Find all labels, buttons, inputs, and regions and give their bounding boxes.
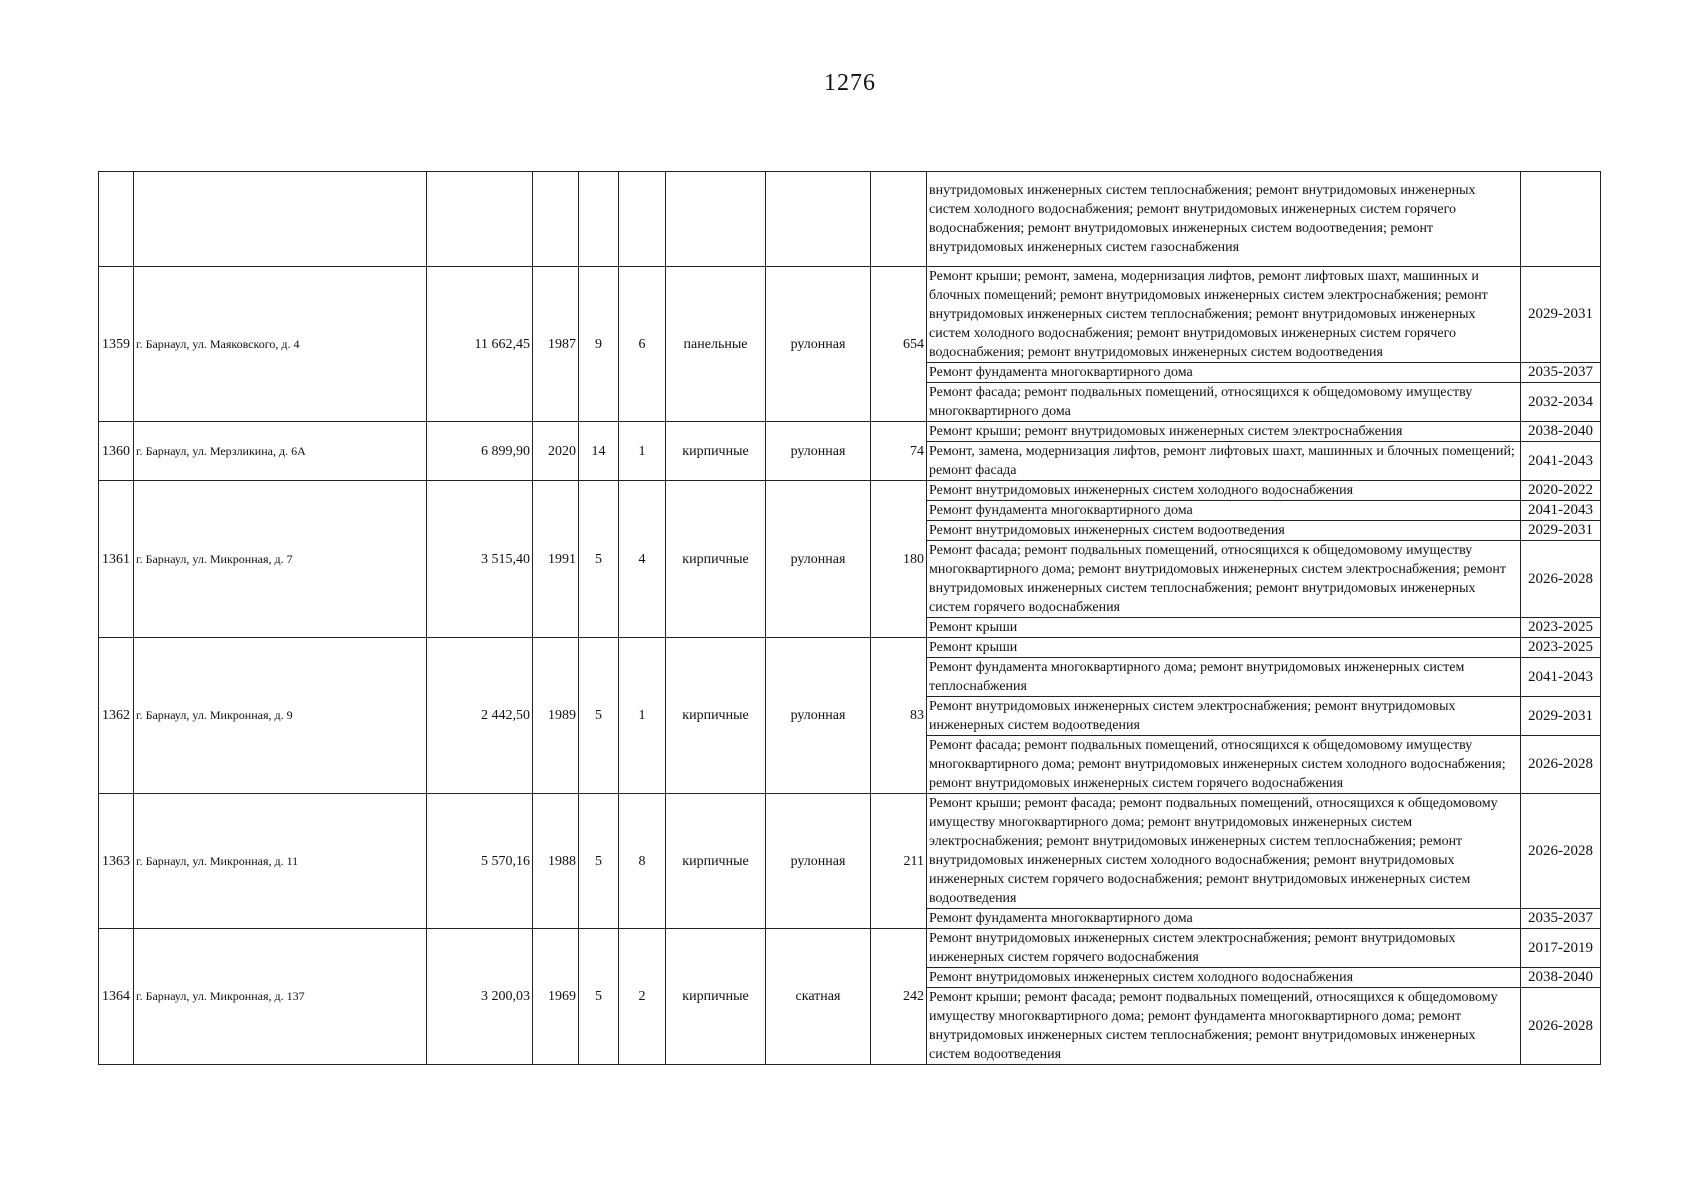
cell-num: 1362 [99, 638, 134, 794]
cell-period: 2041-2043 [1521, 658, 1601, 697]
cell-roof-type: рулонная [766, 794, 871, 929]
cell-address: г. Барнаул, ул. Микронная, д. 7 [134, 481, 427, 638]
cell-work-description: Ремонт внутридомовых инженерных систем водоотведения [927, 521, 1521, 541]
cell-floors [579, 172, 619, 267]
cell-period: 2020-2022 [1521, 481, 1601, 501]
cell-period: 2038-2040 [1521, 968, 1601, 988]
cell-address: г. Барнаул, ул. Маяковского, д. 4 [134, 267, 427, 422]
cell-wall-material: кирпичные [666, 929, 766, 1065]
cell-work-description: Ремонт крыши [927, 638, 1521, 658]
cell-period: 2026-2028 [1521, 736, 1601, 794]
cell-floors: 5 [579, 794, 619, 929]
table-row [99, 794, 1601, 909]
cell-work-description: Ремонт внутридомовых инженерных систем холодного водоснабжения [927, 481, 1521, 501]
cell-entrances: 4 [619, 481, 666, 638]
cell-floors: 5 [579, 481, 619, 638]
cell-roof-type: рулонная [766, 638, 871, 794]
cell-area: 5 570,16 [427, 794, 533, 929]
cell-period: 2026-2028 [1521, 988, 1601, 1065]
cell-period: 2029-2031 [1521, 697, 1601, 736]
cell-num: 1364 [99, 929, 134, 1065]
cell-year: 1991 [533, 481, 579, 638]
cell-residents: 211 [871, 794, 927, 929]
cell-entrances: 8 [619, 794, 666, 929]
cell-period: 2017-2019 [1521, 929, 1601, 968]
cell-work-description: Ремонт фасада; ремонт подвальных помещений, относящихся к общедомовому имуществу многоквартирного дома [927, 383, 1521, 422]
cell-work-description: Ремонт крыши; ремонт фасада; ремонт подвальных помещений, относящихся к общедомовому имуществу многоквартирного дома; ремонт фундамента многоквартирного дома; ремонт внутридомовых инженерных систем теплоснабжения; ремонт внутридомовых инженерных систем водоотведения [927, 988, 1521, 1065]
table-row [99, 267, 1601, 363]
cell-wall-material: кирпичные [666, 638, 766, 794]
cell-period: 2032-2034 [1521, 383, 1601, 422]
cell-residents: 74 [871, 422, 927, 481]
cell-work-description: Ремонт, замена, модернизация лифтов, ремонт лифтовых шахт, машинных и блочных помещений; ремонт фасада [927, 442, 1521, 481]
cell-area: 2 442,50 [427, 638, 533, 794]
table-row-continuation [99, 172, 1601, 267]
cell-area [427, 172, 533, 267]
cell-wall-material: кирпичные [666, 422, 766, 481]
cell-period: 2023-2025 [1521, 618, 1601, 638]
cell-year: 1987 [533, 267, 579, 422]
cell-entrances: 1 [619, 638, 666, 794]
table-row [99, 422, 1601, 442]
cell-work-description: внутридомовых инженерных систем теплоснабжения; ремонт внутридомовых инженерных систем холодного водоснабжения; ремонт внутридомовых инженерных систем горячего водоснабжения; ремонт внутридомовых инженерных систем водоотведения; ремонт внутридомовых инженерных систем газоснабжения [927, 172, 1521, 267]
cell-period: 2026-2028 [1521, 794, 1601, 909]
cell-year: 1989 [533, 638, 579, 794]
cell-work-description: Ремонт внутридомовых инженерных систем электроснабжения; ремонт внутридомовых инженерных систем горячего водоснабжения [927, 929, 1521, 968]
table-row [99, 638, 1601, 658]
page-number: 1276 [824, 70, 876, 96]
cell-work-description: Ремонт крыши [927, 618, 1521, 638]
cell-num: 1360 [99, 422, 134, 481]
cell-num: 1359 [99, 267, 134, 422]
cell-floors: 5 [579, 929, 619, 1065]
cell-year: 1988 [533, 794, 579, 929]
cell-entrances: 6 [619, 267, 666, 422]
cell-address: г. Барнаул, ул. Микронная, д. 11 [134, 794, 427, 929]
cell-work-description: Ремонт фасада; ремонт подвальных помещений, относящихся к общедомовому имуществу многоквартирного дома; ремонт внутридомовых инженерных систем электроснабжения; ремонт внутридомовых инженерных систем теплоснабжения; ремонт внутридомовых инженерных систем горячего водоснабжения [927, 541, 1521, 618]
cell-period: 2041-2043 [1521, 501, 1601, 521]
cell-residents: 83 [871, 638, 927, 794]
table-row [99, 481, 1601, 501]
cell-year: 1969 [533, 929, 579, 1065]
table-row [99, 929, 1601, 968]
cell-period: 2041-2043 [1521, 442, 1601, 481]
cell-floors: 5 [579, 638, 619, 794]
cell-work-description: Ремонт крыши; ремонт, замена, модернизация лифтов, ремонт лифтовых шахт, машинных и блочных помещений; ремонт внутридомовых инженерных систем электроснабжения; ремонт внутридомовых инженерных систем теплоснабжения; ремонт внутридомовых инженерных систем холодного водоснабжения; ремонт внутридомовых инженерных систем горячего водоснабжения; ремонт внутридомовых инженерных систем водоотведения [927, 267, 1521, 363]
cell-area: 11 662,45 [427, 267, 533, 422]
cell-num [99, 172, 134, 267]
cell-residents: 654 [871, 267, 927, 422]
cell-year [533, 172, 579, 267]
cell-period: 2026-2028 [1521, 541, 1601, 618]
cell-residents: 180 [871, 481, 927, 638]
cell-period: 2023-2025 [1521, 638, 1601, 658]
cell-work-description: Ремонт внутридомовых инженерных систем холодного водоснабжения [927, 968, 1521, 988]
cell-address: г. Барнаул, ул. Микронная, д. 137 [134, 929, 427, 1065]
cell-roof-type: рулонная [766, 422, 871, 481]
cell-period [1521, 172, 1601, 267]
cell-area: 3 515,40 [427, 481, 533, 638]
cell-period: 2029-2031 [1521, 521, 1601, 541]
table-body [99, 172, 1601, 1065]
cell-roof-type: рулонная [766, 267, 871, 422]
cell-residents: 242 [871, 929, 927, 1065]
cell-num: 1361 [99, 481, 134, 638]
cell-year: 2020 [533, 422, 579, 481]
cell-work-description: Ремонт крыши; ремонт фасада; ремонт подвальных помещений, относящихся к общедомовому имуществу многоквартирного дома; ремонт внутридомовых инженерных систем электроснабжения; ремонт внутридомовых инженерных систем теплоснабжения; ремонт внутридомовых инженерных систем холодного водоснабжения; ремонт внутридомовых инженерных систем горячего водоснабжения; ремонт внутридомовых инженерных систем водоотведения [927, 794, 1521, 909]
cell-wall-material: панельные [666, 267, 766, 422]
cell-area: 3 200,03 [427, 929, 533, 1065]
cell-work-description: Ремонт фундамента многоквартирного дома [927, 501, 1521, 521]
cell-residents [871, 172, 927, 267]
cell-roof-type: скатная [766, 929, 871, 1065]
cell-work-description: Ремонт фасада; ремонт подвальных помещений, относящихся к общедомовому имуществу многоквартирного дома; ремонт внутридомовых инженерных систем холодного водоснабжения; ремонт внутридомовых инженерных систем горячего водоснабжения [927, 736, 1521, 794]
cell-period: 2035-2037 [1521, 909, 1601, 929]
cell-roof-type: рулонная [766, 481, 871, 638]
cell-period: 2029-2031 [1521, 267, 1601, 363]
cell-wall-material: кирпичные [666, 481, 766, 638]
cell-area: 6 899,90 [427, 422, 533, 481]
cell-address: г. Барнаул, ул. Мерзликина, д. 6А [134, 422, 427, 481]
cell-period: 2035-2037 [1521, 363, 1601, 383]
cell-address: г. Барнаул, ул. Микронная, д. 9 [134, 638, 427, 794]
cell-period: 2038-2040 [1521, 422, 1601, 442]
cell-work-description: Ремонт фундамента многоквартирного дома; ремонт внутридомовых инженерных систем теплоснабжения [927, 658, 1521, 697]
cell-roof-type [766, 172, 871, 267]
cell-floors: 9 [579, 267, 619, 422]
cell-address [134, 172, 427, 267]
cell-wall-material: кирпичные [666, 794, 766, 929]
cell-num: 1363 [99, 794, 134, 929]
cell-wall-material [666, 172, 766, 267]
cell-work-description: Ремонт внутридомовых инженерных систем электроснабжения; ремонт внутридомовых инженерных систем водоотведения [927, 697, 1521, 736]
capital-repair-table [98, 171, 1601, 1065]
cell-entrances: 1 [619, 422, 666, 481]
cell-floors: 14 [579, 422, 619, 481]
cell-work-description: Ремонт фундамента многоквартирного дома [927, 909, 1521, 929]
cell-work-description: Ремонт фундамента многоквартирного дома [927, 363, 1521, 383]
cell-entrances [619, 172, 666, 267]
cell-entrances: 2 [619, 929, 666, 1065]
cell-work-description: Ремонт крыши; ремонт внутридомовых инженерных систем электроснабжения [927, 422, 1521, 442]
